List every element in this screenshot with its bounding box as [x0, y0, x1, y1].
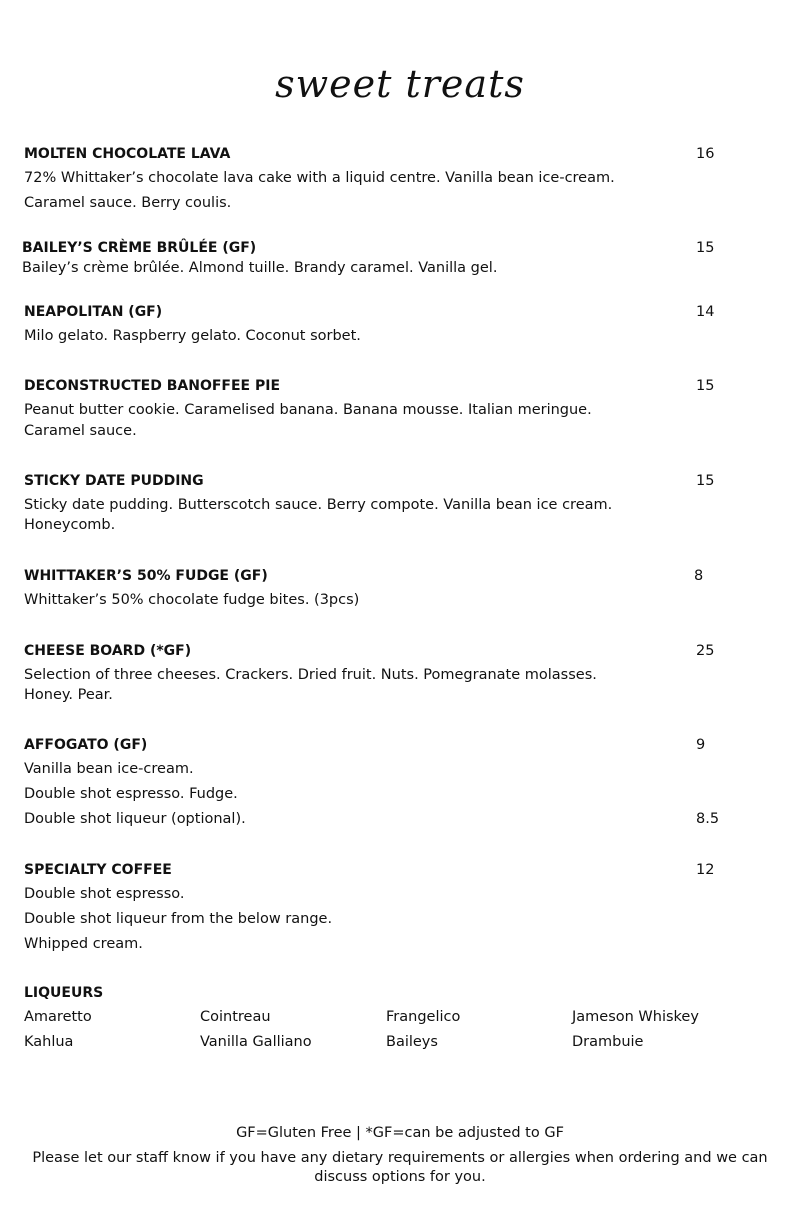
item-name-molten-chocolate-lava: MOLTEN CHOCOLATE LAVA: [24, 146, 231, 162]
item-price-deconstructed-banoffee-pie: 15: [696, 378, 715, 394]
item-desc-line: Honeycomb.: [24, 517, 116, 533]
item-price-sticky-date-pudding: 15: [696, 473, 715, 489]
item-price-affogato: 9: [696, 737, 706, 753]
liqueur-item: Frangelico: [386, 1009, 461, 1025]
item-desc-line: Honey. Pear.: [24, 687, 113, 703]
item-name-deconstructed-banoffee-pie: DECONSTRUCTED BANOFFEE PIE: [24, 378, 281, 394]
item-desc-line: Vanilla bean ice-cream.: [24, 761, 194, 777]
liqueur-item: Drambuie: [572, 1034, 644, 1050]
item-desc-line: Whittaker’s 50% chocolate fudge bites. (3pcs): [24, 592, 360, 608]
liqueur-item: Kahlua: [24, 1034, 74, 1050]
item-name-affogato: AFFOGATO (GF): [24, 737, 148, 753]
item-desc-line: 72% Whittaker’s chocolate lava cake with a liquid centre. Vanilla bean ice-cream.: [24, 170, 615, 186]
item-desc-line: Sticky date pudding. Butterscotch sauce. Berry compote. Vanilla bean ice cream.: [24, 497, 613, 513]
item-price-baileys-creme-brulee: 15: [696, 240, 715, 256]
item-price-whittakers-fudge: 8: [694, 568, 704, 584]
gluten-free-legend: GF=Gluten Free | *GF=can be adjusted to GF: [236, 1125, 564, 1141]
menu-title: sweet treats: [275, 62, 525, 106]
item-name-cheese-board: CHEESE BOARD (*GF): [24, 643, 192, 659]
item-price-liqueur-option: 8.5: [696, 811, 720, 827]
liqueur-item: Vanilla Galliano: [200, 1034, 312, 1050]
item-name-whittakers-fudge: WHITTAKER’S 50% FUDGE (GF): [24, 568, 268, 584]
item-price-cheese-board: 25: [696, 643, 715, 659]
item-name-baileys-creme-brulee: BAILEY’S CRÈME BRÛLÉE (GF): [22, 240, 257, 256]
item-desc-line: Double shot espresso. Fudge.: [24, 786, 238, 802]
item-name-specialty-coffee: SPECIALTY COFFEE: [24, 862, 172, 878]
item-price-specialty-coffee: 12: [696, 862, 715, 878]
item-desc-line: Double shot liqueur from the below range.: [24, 911, 333, 927]
item-price-neapolitan: 14: [696, 304, 715, 320]
dietary-note: Please let our staff know if you have any dietary requirements or allergies when ordering and we can discuss options for you.: [32, 1150, 768, 1185]
liqueur-item: Baileys: [386, 1034, 438, 1050]
item-desc-line: Peanut butter cookie. Caramelised banana. Banana mousse. Italian meringue.: [24, 402, 592, 418]
item-price-molten-chocolate-lava: 16: [696, 146, 715, 162]
liqueur-item: Jameson Whiskey: [572, 1009, 699, 1025]
liqueur-item: Amaretto: [24, 1009, 92, 1025]
item-name-neapolitan: NEAPOLITAN (GF): [24, 304, 163, 320]
item-desc-line: Double shot espresso.: [24, 886, 185, 902]
item-desc-line: Selection of three cheeses. Crackers. Dried fruit. Nuts. Pomegranate molasses.: [24, 667, 597, 683]
item-desc-line: Caramel sauce. Berry coulis.: [24, 195, 232, 211]
item-name-sticky-date-pudding: STICKY DATE PUDDING: [24, 473, 204, 489]
item-desc-line: Double shot liqueur (optional).: [24, 811, 246, 827]
item-desc-line: Caramel sauce.: [24, 423, 137, 439]
item-desc-line: Whipped cream.: [24, 936, 143, 952]
liqueurs-heading: LIQUEURS: [24, 985, 104, 1001]
liqueur-item: Cointreau: [200, 1009, 271, 1025]
item-desc-line: Milo gelato. Raspberry gelato. Coconut sorbet.: [24, 328, 361, 344]
item-desc-line: Bailey’s crème brûlée. Almond tuille. Brandy caramel. Vanilla gel.: [22, 260, 498, 276]
